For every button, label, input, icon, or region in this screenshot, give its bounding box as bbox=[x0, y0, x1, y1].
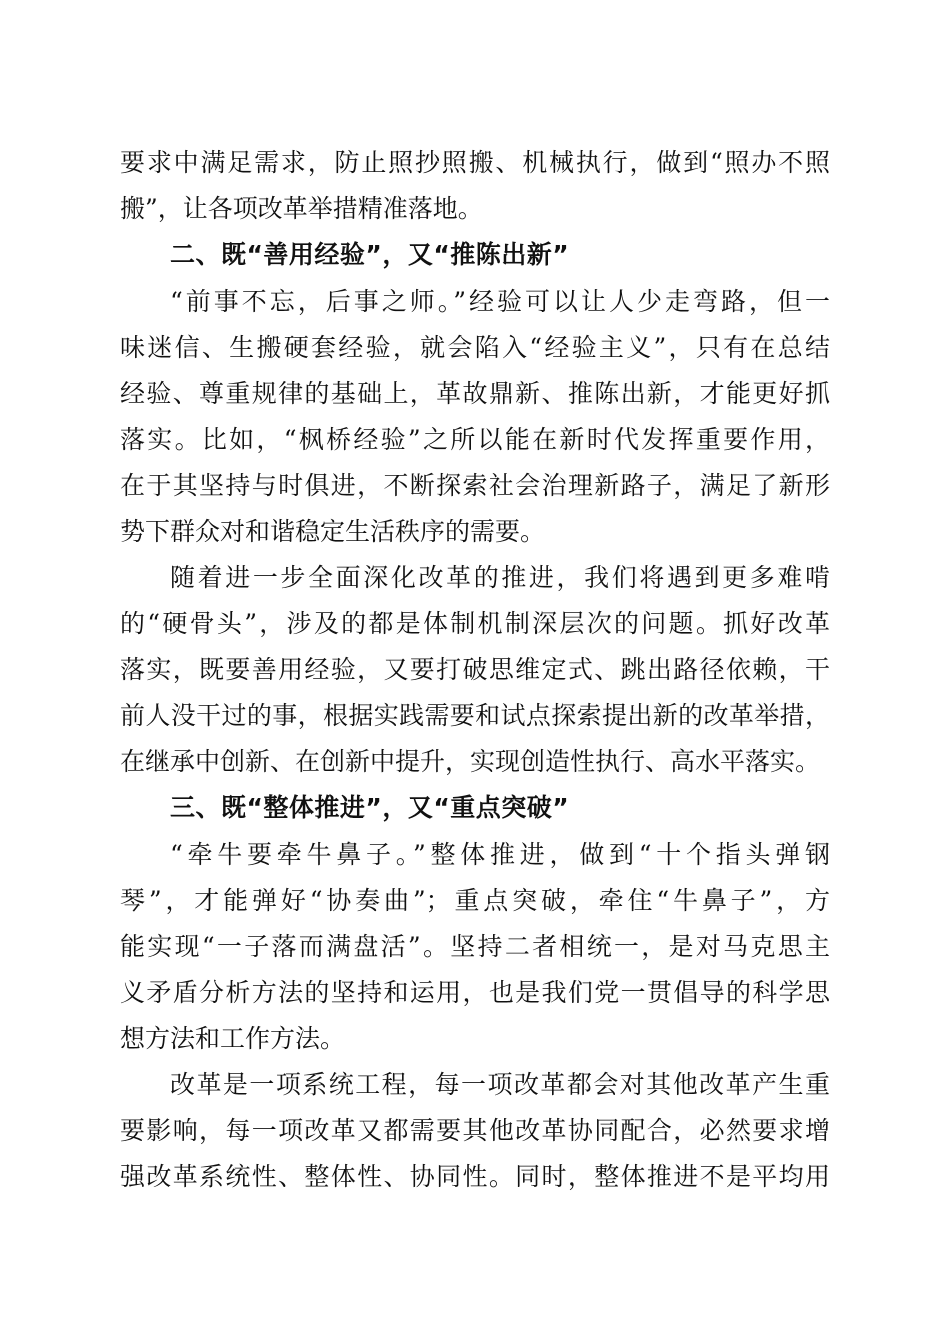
text-line: 的“硬骨头”，涉及的都是体制机制深层次的问题。抓好改革 bbox=[120, 609, 830, 638]
text-line: 落实。比如，“枫桥经验”之所以能在新时代发挥重要作用， bbox=[120, 425, 830, 454]
text-line: 在于其坚持与时俱进，不断探索社会治理新路子，满足了新形 bbox=[120, 471, 830, 500]
text-line: “牵牛要牵牛鼻子。”整体推进，做到“十个指头弹钢 bbox=[170, 840, 830, 869]
section-heading: 三、既“整体推进”，又“重点突破” bbox=[170, 793, 570, 822]
text-line: 要影响，每一项改革又都需要其他改革协同配合，必然要求增 bbox=[120, 1116, 830, 1145]
text-line: 义矛盾分析方法的坚持和运用，也是我们党一贯倡导的科学思 bbox=[120, 978, 830, 1007]
text-line: 落实，既要善用经验，又要打破思维定式、跳出路径依赖，干 bbox=[120, 655, 830, 684]
text-line: 能实现“一子落而满盘活”。坚持二者相统一，是对马克思主 bbox=[120, 932, 830, 961]
text-line: 经验、尊重规律的基础上，革故鼎新、推陈出新，才能更好抓 bbox=[120, 379, 830, 408]
text-line: 琴”，才能弹好“协奏曲”；重点突破，牵住“牛鼻子”，方 bbox=[120, 886, 830, 915]
text-line: 势下群众对和谐稳定生活秩序的需要。 bbox=[120, 517, 546, 546]
text-line: “前事不忘，后事之师。”经验可以让人少走弯路，但一 bbox=[170, 287, 830, 316]
text-line: 强改革系统性、整体性、协同性。同时，整体推进不是平均用 bbox=[120, 1162, 830, 1191]
text-line: 想方法和工作方法。 bbox=[120, 1024, 346, 1053]
section-heading: 二、既“善用经验”，又“推陈出新” bbox=[170, 240, 570, 269]
text-line: 前人没干过的事，根据实践需要和试点探索提出新的改革举措， bbox=[120, 701, 830, 730]
text-line: 味迷信、生搬硬套经验，就会陷入“经验主义”，只有在总结 bbox=[120, 333, 830, 362]
text-line: 要求中满足需求，防止照抄照搬、机械执行，做到“照办不照 bbox=[120, 148, 830, 177]
text-line: 在继承中创新、在创新中提升，实现创造性执行、高水平落实。 bbox=[120, 747, 821, 776]
text-line: 随着进一步全面深化改革的推进，我们将遇到更多难啃 bbox=[170, 563, 830, 592]
text-line: 搬”，让各项改革举措精准落地。 bbox=[120, 194, 483, 223]
text-line: 改革是一项系统工程，每一项改革都会对其他改革产生重 bbox=[170, 1070, 830, 1099]
